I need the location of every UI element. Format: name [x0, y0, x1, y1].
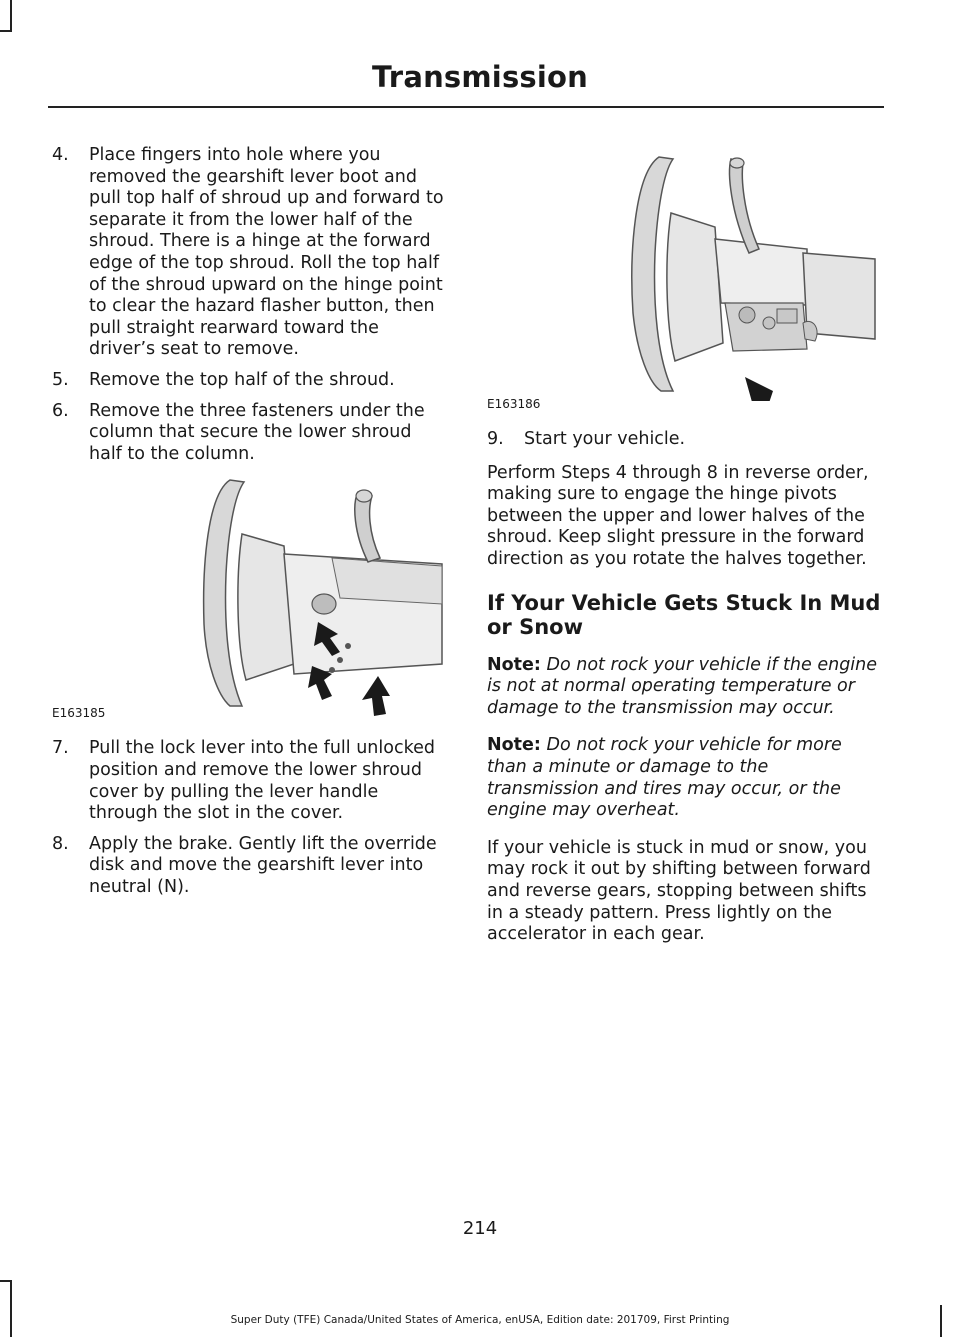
crop-mark [10, 0, 12, 32]
left-column [52, 145, 448, 907]
step-4 [52, 145, 448, 361]
stuck-instructions-paragraph: If your vehicle is stuck in mud or snow, you may rock it out by shifting between forward and reverse gears, stopping between shifts in a steady pattern. Press lightly on the accelerator in each gear. [487, 837, 871, 945]
steering-column-illustration [607, 153, 881, 401]
note-text: Do not rock your vehicle for more than a minute or damage to the transmission and tires may occur, or the engine may overheat. [487, 735, 842, 821]
step-text: Pull the lock lever into the full unlocked position and remove the lower shroud cover by pulling the lever handle through the slot in the cover. [89, 738, 435, 824]
crop-mark [0, 1280, 12, 1282]
step-8 [52, 834, 448, 899]
step-9 [487, 429, 881, 451]
step-text: Apply the brake. Gently lift the override disk and move the gearshift lever into neutral (N). [89, 833, 437, 897]
section-title: If Your Vehicle Gets Stuck In Mud or Snow [487, 590, 881, 639]
step-text: Remove the three fasteners under the column that secure the lower shroud half to the column. [89, 400, 425, 464]
step-number: 5. [52, 369, 69, 390]
crop-mark [10, 1280, 12, 1337]
figure-code: E163186 [487, 397, 541, 411]
step-text: Remove the top half of the shroud. [89, 369, 395, 390]
step-number: 4. [52, 145, 69, 165]
note-text: Do not rock your vehicle if the engine is not at normal operating temperature or damage to the transmission may occur. [487, 654, 878, 718]
figure-lower-shroud-fasteners [52, 474, 448, 726]
reverse-order-paragraph: Perform Steps 4 through 8 in reverse order, making sure to engage the hinge pivots between the upper and lower halves of the shroud. Keep slight pressure in the forward direction as you rotate the halves together. [487, 462, 869, 569]
figure-code: E163185 [52, 706, 106, 721]
step-number: 7. [52, 738, 69, 759]
note-label: Note: [487, 735, 541, 756]
note-label: Note: [487, 654, 541, 675]
step-number: 6. [52, 400, 69, 421]
figure-column-shroud-removed [487, 145, 881, 417]
step-7 [52, 738, 448, 824]
step-number: 9. [487, 429, 504, 449]
steering-column-illustration [172, 474, 448, 726]
step-number: 8. [52, 833, 69, 854]
step-text: Place fingers into hole where you removed the gearshift lever boot and pull top half of shroud up and forward to separate it from the lower half of the shroud. There is a hinge at the forward edge of the top shroud. Roll the top half of the shroud upward on the hinge point to clear the hazard flasher button, then pull straight rearward toward the driver’s seat to remove. [89, 145, 444, 360]
step-6 [52, 401, 448, 466]
step-5 [52, 370, 448, 392]
page-footer: Super Duty (TFE) Canada/United States of America, enUSA, Edition date: 201709, First Printing [230, 1314, 730, 1326]
crop-mark [0, 30, 12, 32]
note-engine-temperature [487, 655, 881, 720]
page-number: 214 [462, 1218, 498, 1239]
page-title: Transmission [372, 60, 588, 94]
step-text: Start your vehicle. [524, 429, 686, 449]
header-divider [48, 106, 884, 108]
note-rocking-duration [487, 735, 881, 821]
right-column [487, 145, 881, 962]
